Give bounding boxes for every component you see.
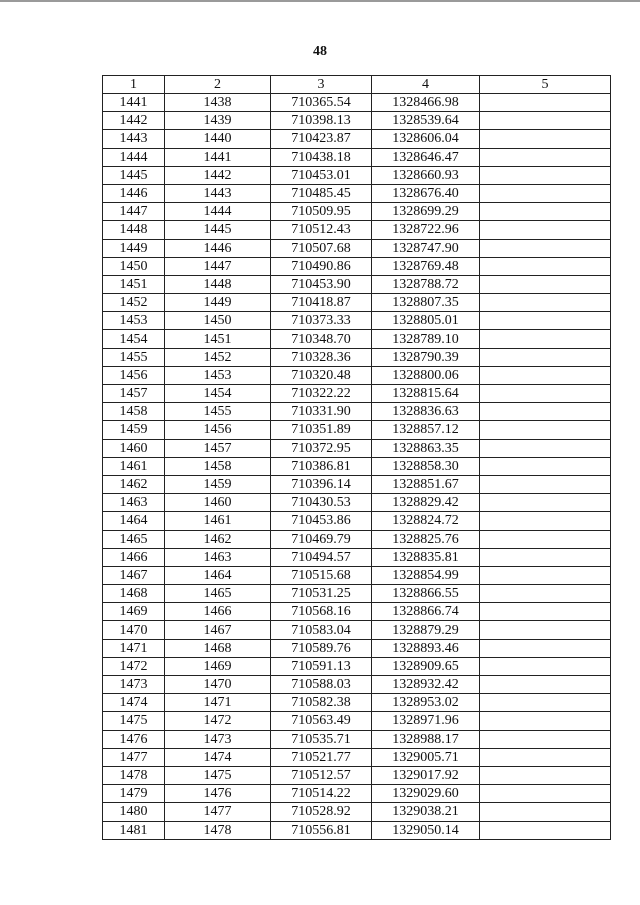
x-coordinate-cell: 710512.57	[271, 766, 372, 784]
x-coordinate-cell: 710453.01	[271, 166, 372, 184]
previous-point-number-cell: 1441	[165, 148, 271, 166]
x-coordinate-cell: 710396.14	[271, 475, 372, 493]
table-row	[103, 603, 611, 621]
y-coordinate-cell: 1328722.96	[372, 221, 480, 239]
point-number-cell: 1452	[103, 294, 165, 312]
previous-point-number-cell: 1467	[165, 621, 271, 639]
table-row	[103, 203, 611, 221]
x-coordinate-cell: 710568.16	[271, 603, 372, 621]
x-coordinate-cell: 710328.36	[271, 348, 372, 366]
note-cell	[480, 94, 611, 112]
previous-point-number-cell: 1451	[165, 330, 271, 348]
y-coordinate-cell: 1328676.40	[372, 184, 480, 202]
column-header-5: 5	[480, 76, 611, 94]
y-coordinate-cell: 1328790.39	[372, 348, 480, 366]
y-coordinate-cell: 1328825.76	[372, 530, 480, 548]
x-coordinate-cell: 710372.95	[271, 439, 372, 457]
point-number-cell: 1467	[103, 566, 165, 584]
table-body	[103, 94, 611, 840]
y-coordinate-cell: 1329038.21	[372, 803, 480, 821]
point-number-cell: 1445	[103, 166, 165, 184]
x-coordinate-cell: 710512.43	[271, 221, 372, 239]
x-coordinate-cell: 710348.70	[271, 330, 372, 348]
note-cell	[480, 712, 611, 730]
table-row	[103, 694, 611, 712]
table-row	[103, 312, 611, 330]
previous-point-number-cell: 1444	[165, 203, 271, 221]
y-coordinate-cell: 1329029.60	[372, 785, 480, 803]
table-row	[103, 457, 611, 475]
note-cell	[480, 785, 611, 803]
y-coordinate-cell: 1328769.48	[372, 257, 480, 275]
y-coordinate-cell: 1328805.01	[372, 312, 480, 330]
note-cell	[480, 330, 611, 348]
table-row	[103, 657, 611, 675]
point-number-cell: 1480	[103, 803, 165, 821]
point-number-cell: 1463	[103, 494, 165, 512]
note-cell	[480, 603, 611, 621]
y-coordinate-cell: 1328866.74	[372, 603, 480, 621]
note-cell	[480, 221, 611, 239]
previous-point-number-cell: 1459	[165, 475, 271, 493]
y-coordinate-cell: 1328699.29	[372, 203, 480, 221]
previous-point-number-cell: 1442	[165, 166, 271, 184]
table-row	[103, 184, 611, 202]
point-number-cell: 1459	[103, 421, 165, 439]
table-row	[103, 257, 611, 275]
table-row	[103, 330, 611, 348]
x-coordinate-cell: 710430.53	[271, 494, 372, 512]
point-number-cell: 1451	[103, 275, 165, 293]
previous-point-number-cell: 1448	[165, 275, 271, 293]
y-coordinate-cell: 1328866.55	[372, 585, 480, 603]
x-coordinate-cell: 710507.68	[271, 239, 372, 257]
note-cell	[480, 803, 611, 821]
y-coordinate-cell: 1329050.14	[372, 821, 480, 839]
previous-point-number-cell: 1466	[165, 603, 271, 621]
point-number-cell: 1478	[103, 766, 165, 784]
x-coordinate-cell: 710494.57	[271, 548, 372, 566]
table-row	[103, 512, 611, 530]
previous-point-number-cell: 1456	[165, 421, 271, 439]
note-cell	[480, 748, 611, 766]
y-coordinate-cell: 1328815.64	[372, 385, 480, 403]
note-cell	[480, 548, 611, 566]
point-number-cell: 1447	[103, 203, 165, 221]
y-coordinate-cell: 1328879.29	[372, 621, 480, 639]
point-number-cell: 1458	[103, 403, 165, 421]
previous-point-number-cell: 1446	[165, 239, 271, 257]
note-cell	[480, 385, 611, 403]
point-number-cell: 1441	[103, 94, 165, 112]
x-coordinate-cell: 710531.25	[271, 585, 372, 603]
note-cell	[480, 694, 611, 712]
table-row	[103, 712, 611, 730]
point-number-cell: 1470	[103, 621, 165, 639]
previous-point-number-cell: 1462	[165, 530, 271, 548]
table-row	[103, 112, 611, 130]
previous-point-number-cell: 1438	[165, 94, 271, 112]
table-row	[103, 621, 611, 639]
previous-point-number-cell: 1457	[165, 439, 271, 457]
previous-point-number-cell: 1439	[165, 112, 271, 130]
y-coordinate-cell: 1328953.02	[372, 694, 480, 712]
table-row	[103, 421, 611, 439]
note-cell	[480, 348, 611, 366]
previous-point-number-cell: 1476	[165, 785, 271, 803]
table-row	[103, 148, 611, 166]
y-coordinate-cell: 1328909.65	[372, 657, 480, 675]
point-number-cell: 1475	[103, 712, 165, 730]
previous-point-number-cell: 1443	[165, 184, 271, 202]
x-coordinate-cell: 710528.92	[271, 803, 372, 821]
point-number-cell: 1456	[103, 366, 165, 384]
previous-point-number-cell: 1464	[165, 566, 271, 584]
note-cell	[480, 403, 611, 421]
note-cell	[480, 148, 611, 166]
y-coordinate-cell: 1329005.71	[372, 748, 480, 766]
table-header	[103, 76, 611, 94]
y-coordinate-cell: 1328789.10	[372, 330, 480, 348]
x-coordinate-cell: 710514.22	[271, 785, 372, 803]
header-row	[103, 76, 611, 94]
previous-point-number-cell: 1455	[165, 403, 271, 421]
point-number-cell: 1476	[103, 730, 165, 748]
y-coordinate-cell: 1328836.63	[372, 403, 480, 421]
point-number-cell: 1455	[103, 348, 165, 366]
table-row	[103, 166, 611, 184]
point-number-cell: 1479	[103, 785, 165, 803]
y-coordinate-cell: 1328851.67	[372, 475, 480, 493]
point-number-cell: 1477	[103, 748, 165, 766]
previous-point-number-cell: 1452	[165, 348, 271, 366]
note-cell	[480, 821, 611, 839]
x-coordinate-cell: 710582.38	[271, 694, 372, 712]
point-number-cell: 1442	[103, 112, 165, 130]
note-cell	[480, 239, 611, 257]
previous-point-number-cell: 1454	[165, 385, 271, 403]
note-cell	[480, 639, 611, 657]
previous-point-number-cell: 1440	[165, 130, 271, 148]
note-cell	[480, 421, 611, 439]
y-coordinate-cell: 1328893.46	[372, 639, 480, 657]
note-cell	[480, 676, 611, 694]
x-coordinate-cell: 710322.22	[271, 385, 372, 403]
x-coordinate-cell: 710535.71	[271, 730, 372, 748]
y-coordinate-cell: 1328863.35	[372, 439, 480, 457]
column-header-4: 4	[372, 76, 480, 94]
table-row	[103, 676, 611, 694]
previous-point-number-cell: 1477	[165, 803, 271, 821]
page-number: 48	[313, 44, 327, 59]
note-cell	[480, 130, 611, 148]
point-number-cell: 1446	[103, 184, 165, 202]
x-coordinate-cell: 710331.90	[271, 403, 372, 421]
table-row	[103, 494, 611, 512]
table-row	[103, 294, 611, 312]
note-cell	[480, 457, 611, 475]
note-cell	[480, 257, 611, 275]
y-coordinate-cell: 1328606.04	[372, 130, 480, 148]
point-number-cell: 1449	[103, 239, 165, 257]
note-cell	[480, 166, 611, 184]
y-coordinate-cell: 1328858.30	[372, 457, 480, 475]
y-coordinate-cell: 1328988.17	[372, 730, 480, 748]
x-coordinate-cell: 710423.87	[271, 130, 372, 148]
note-cell	[480, 203, 611, 221]
scan-edge-line	[0, 0, 640, 2]
table-row	[103, 566, 611, 584]
note-cell	[480, 494, 611, 512]
table-row	[103, 94, 611, 112]
column-header-1: 1	[103, 76, 165, 94]
x-coordinate-cell: 710485.45	[271, 184, 372, 202]
y-coordinate-cell: 1328971.96	[372, 712, 480, 730]
previous-point-number-cell: 1470	[165, 676, 271, 694]
note-cell	[480, 275, 611, 293]
y-coordinate-cell: 1328539.64	[372, 112, 480, 130]
y-coordinate-cell: 1328800.06	[372, 366, 480, 384]
y-coordinate-cell: 1328747.90	[372, 239, 480, 257]
note-cell	[480, 312, 611, 330]
table-row	[103, 821, 611, 839]
note-cell	[480, 621, 611, 639]
x-coordinate-cell: 710469.79	[271, 530, 372, 548]
note-cell	[480, 512, 611, 530]
y-coordinate-cell: 1328788.72	[372, 275, 480, 293]
point-number-cell: 1453	[103, 312, 165, 330]
x-coordinate-cell: 710373.33	[271, 312, 372, 330]
y-coordinate-cell: 1329017.92	[372, 766, 480, 784]
previous-point-number-cell: 1475	[165, 766, 271, 784]
table-row	[103, 439, 611, 457]
y-coordinate-cell: 1328932.42	[372, 676, 480, 694]
previous-point-number-cell: 1461	[165, 512, 271, 530]
table-row	[103, 348, 611, 366]
previous-point-number-cell: 1447	[165, 257, 271, 275]
table-row	[103, 403, 611, 421]
x-coordinate-cell: 710438.18	[271, 148, 372, 166]
x-coordinate-cell: 710515.68	[271, 566, 372, 584]
previous-point-number-cell: 1460	[165, 494, 271, 512]
table-row	[103, 275, 611, 293]
y-coordinate-cell: 1328807.35	[372, 294, 480, 312]
x-coordinate-cell: 710563.49	[271, 712, 372, 730]
table-row	[103, 748, 611, 766]
previous-point-number-cell: 1469	[165, 657, 271, 675]
previous-point-number-cell: 1473	[165, 730, 271, 748]
x-coordinate-cell: 710365.54	[271, 94, 372, 112]
note-cell	[480, 366, 611, 384]
note-cell	[480, 184, 611, 202]
y-coordinate-cell: 1328835.81	[372, 548, 480, 566]
x-coordinate-cell: 710453.90	[271, 275, 372, 293]
coordinates-table	[102, 75, 611, 840]
x-coordinate-cell: 710418.87	[271, 294, 372, 312]
y-coordinate-cell: 1328854.99	[372, 566, 480, 584]
note-cell	[480, 475, 611, 493]
note-cell	[480, 294, 611, 312]
note-cell	[480, 530, 611, 548]
table-row	[103, 530, 611, 548]
x-coordinate-cell: 710583.04	[271, 621, 372, 639]
table-row	[103, 803, 611, 821]
previous-point-number-cell: 1478	[165, 821, 271, 839]
note-cell	[480, 566, 611, 584]
x-coordinate-cell: 710556.81	[271, 821, 372, 839]
point-number-cell: 1471	[103, 639, 165, 657]
y-coordinate-cell: 1328824.72	[372, 512, 480, 530]
point-number-cell: 1466	[103, 548, 165, 566]
table-row	[103, 785, 611, 803]
table-row	[103, 130, 611, 148]
previous-point-number-cell: 1445	[165, 221, 271, 239]
table-row	[103, 385, 611, 403]
point-number-cell: 1462	[103, 475, 165, 493]
table-row	[103, 548, 611, 566]
x-coordinate-cell: 710453.86	[271, 512, 372, 530]
x-coordinate-cell: 710490.86	[271, 257, 372, 275]
previous-point-number-cell: 1463	[165, 548, 271, 566]
x-coordinate-cell: 710320.48	[271, 366, 372, 384]
x-coordinate-cell: 710398.13	[271, 112, 372, 130]
point-number-cell: 1474	[103, 694, 165, 712]
y-coordinate-cell: 1328829.42	[372, 494, 480, 512]
previous-point-number-cell: 1458	[165, 457, 271, 475]
x-coordinate-cell: 710521.77	[271, 748, 372, 766]
previous-point-number-cell: 1450	[165, 312, 271, 330]
point-number-cell: 1460	[103, 439, 165, 457]
x-coordinate-cell: 710509.95	[271, 203, 372, 221]
point-number-cell: 1461	[103, 457, 165, 475]
note-cell	[480, 112, 611, 130]
point-number-cell: 1454	[103, 330, 165, 348]
point-number-cell: 1450	[103, 257, 165, 275]
previous-point-number-cell: 1453	[165, 366, 271, 384]
note-cell	[480, 585, 611, 603]
column-header-2: 2	[165, 76, 271, 94]
point-number-cell: 1468	[103, 585, 165, 603]
point-number-cell: 1457	[103, 385, 165, 403]
note-cell	[480, 766, 611, 784]
table-row	[103, 766, 611, 784]
note-cell	[480, 730, 611, 748]
y-coordinate-cell: 1328660.93	[372, 166, 480, 184]
table-row	[103, 221, 611, 239]
x-coordinate-cell: 710351.89	[271, 421, 372, 439]
table-row	[103, 475, 611, 493]
x-coordinate-cell: 710588.03	[271, 676, 372, 694]
column-header-3: 3	[271, 76, 372, 94]
previous-point-number-cell: 1449	[165, 294, 271, 312]
point-number-cell: 1481	[103, 821, 165, 839]
point-number-cell: 1465	[103, 530, 165, 548]
point-number-cell: 1448	[103, 221, 165, 239]
previous-point-number-cell: 1465	[165, 585, 271, 603]
y-coordinate-cell: 1328646.47	[372, 148, 480, 166]
point-number-cell: 1464	[103, 512, 165, 530]
table-row	[103, 639, 611, 657]
note-cell	[480, 439, 611, 457]
previous-point-number-cell: 1472	[165, 712, 271, 730]
note-cell	[480, 657, 611, 675]
table-row	[103, 730, 611, 748]
point-number-cell: 1469	[103, 603, 165, 621]
previous-point-number-cell: 1468	[165, 639, 271, 657]
x-coordinate-cell: 710386.81	[271, 457, 372, 475]
y-coordinate-cell: 1328857.12	[372, 421, 480, 439]
table-row	[103, 239, 611, 257]
table-row	[103, 366, 611, 384]
point-number-cell: 1472	[103, 657, 165, 675]
point-number-cell: 1444	[103, 148, 165, 166]
x-coordinate-cell: 710591.13	[271, 657, 372, 675]
previous-point-number-cell: 1471	[165, 694, 271, 712]
y-coordinate-cell: 1328466.98	[372, 94, 480, 112]
point-number-cell: 1473	[103, 676, 165, 694]
previous-point-number-cell: 1474	[165, 748, 271, 766]
table-row	[103, 585, 611, 603]
x-coordinate-cell: 710589.76	[271, 639, 372, 657]
point-number-cell: 1443	[103, 130, 165, 148]
